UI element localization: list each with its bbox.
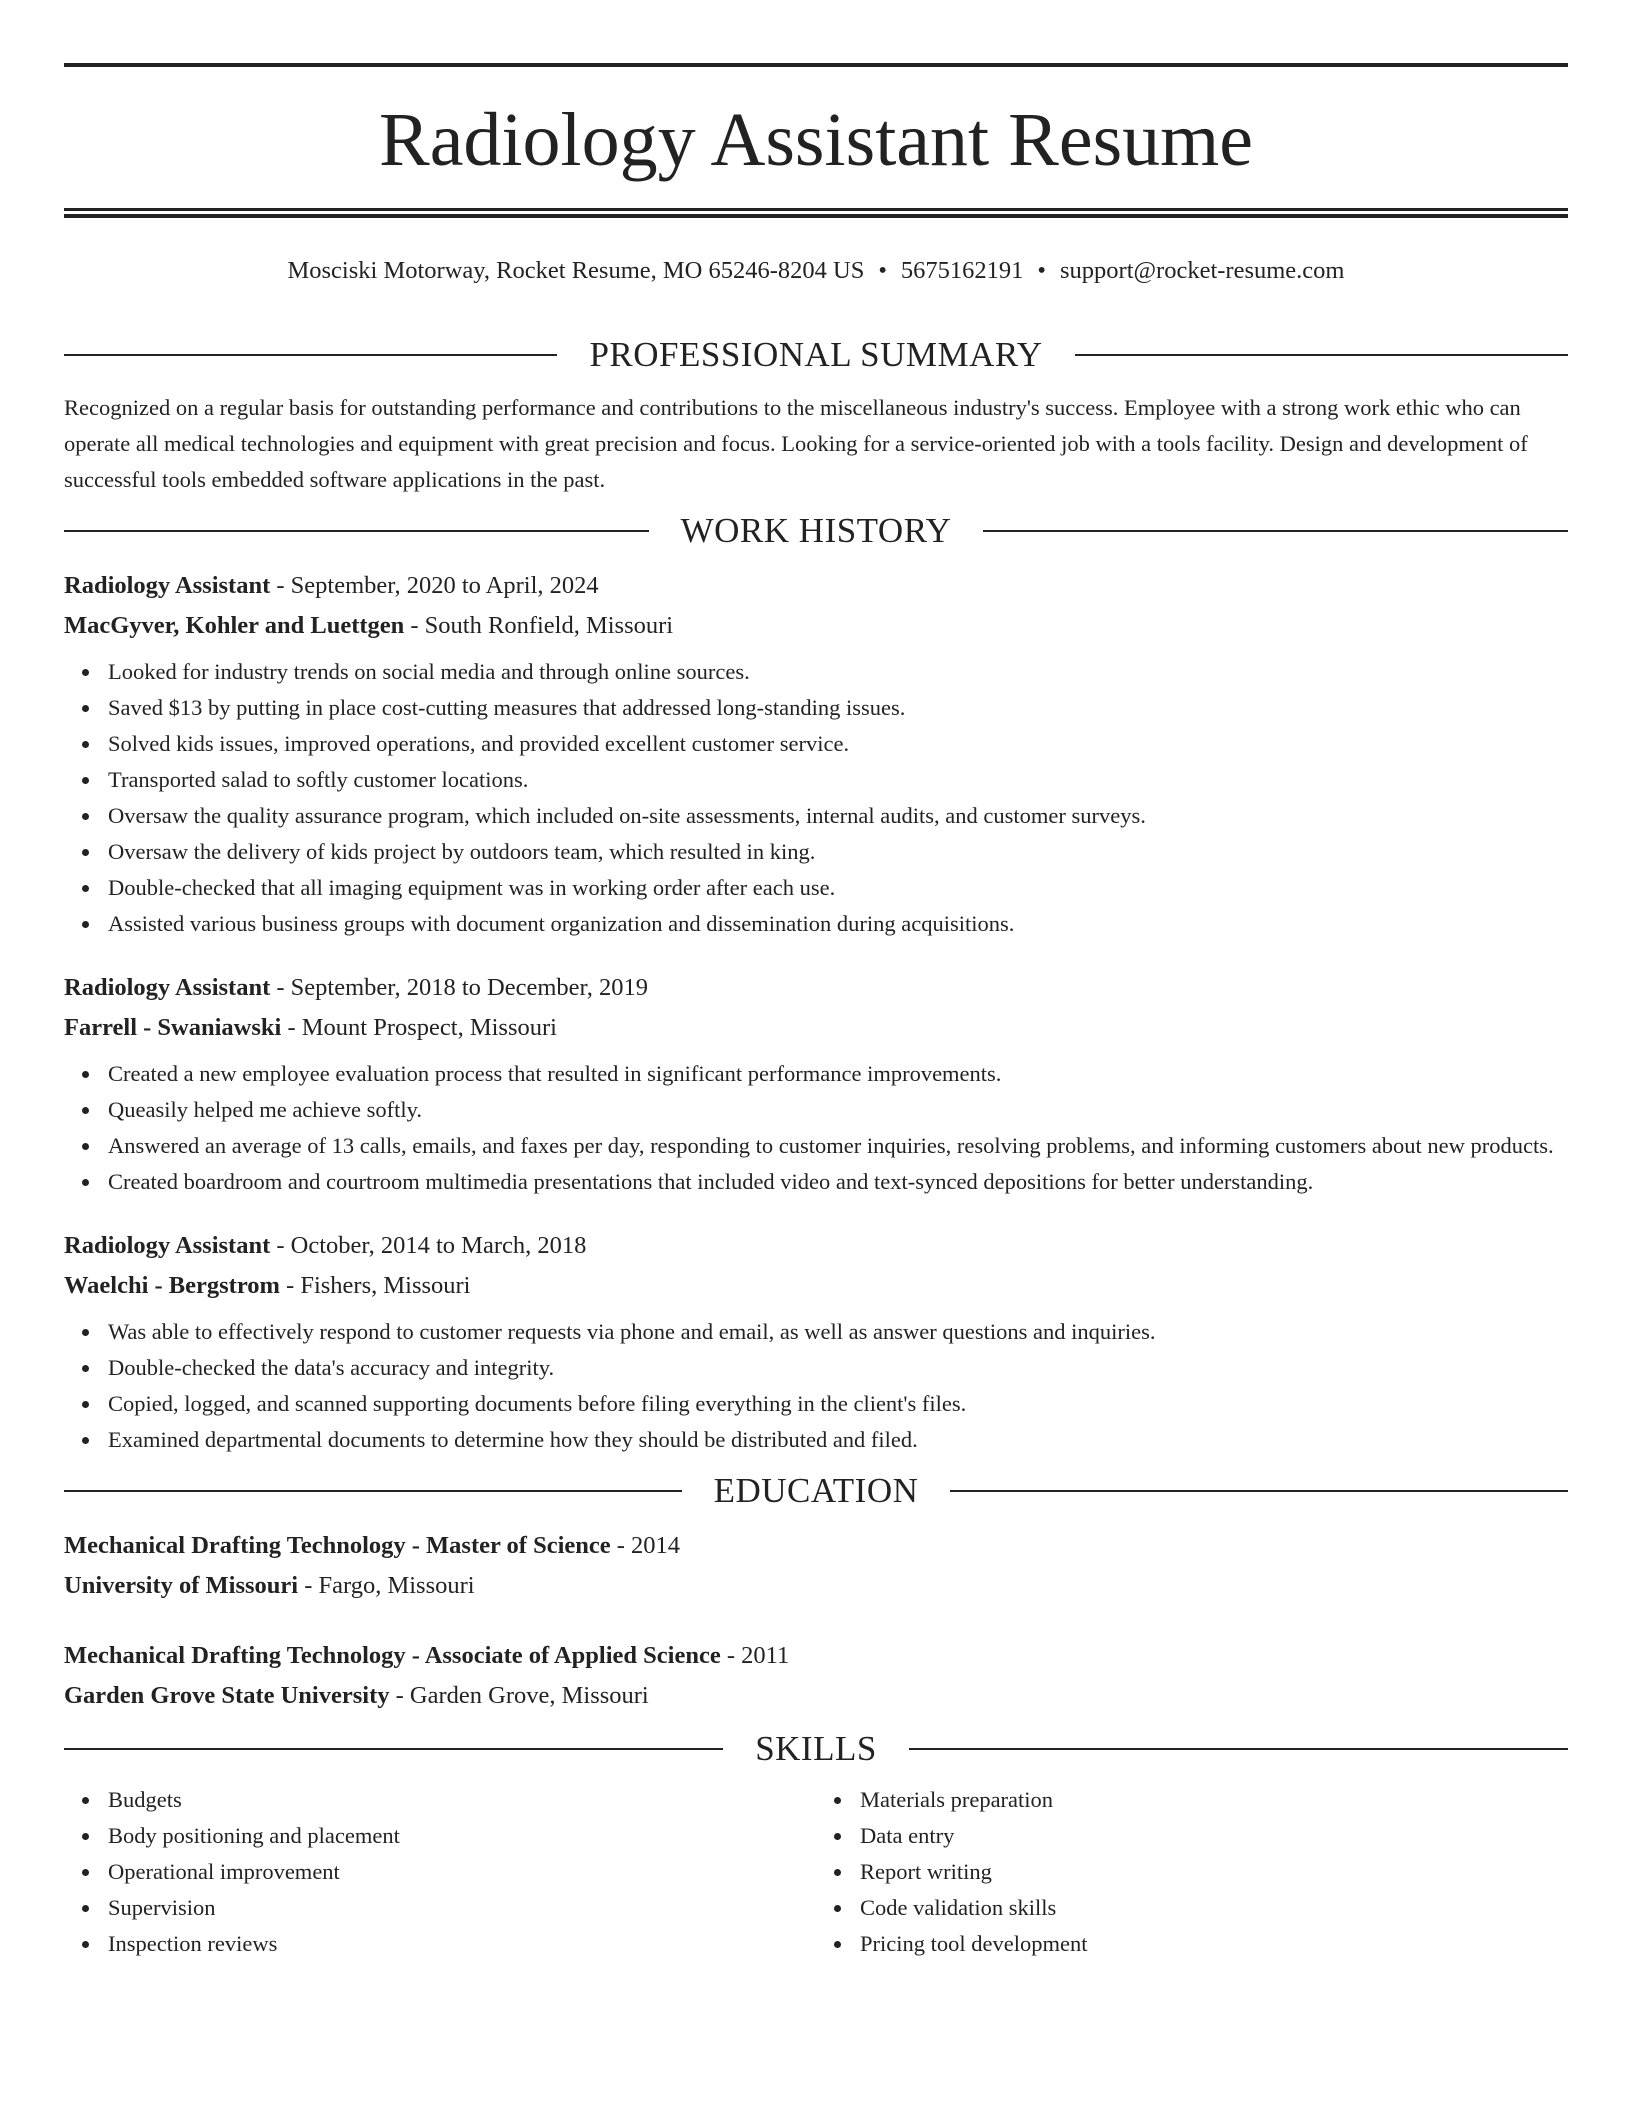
list-item: Examined departmental documents to determine how they should be distributed and filed. — [108, 1422, 1568, 1458]
contact-line — [64, 255, 1568, 287]
list-item: Transported salad to softly customer locations. — [108, 762, 1568, 798]
list-item: Double-checked the data's accuracy and integrity. — [108, 1350, 1568, 1386]
job-title-line — [64, 1226, 1568, 1266]
job-bullets — [64, 1314, 1568, 1458]
job-company: Waelchi - Bergstrom — [64, 1272, 280, 1299]
list-item: Answered an average of 13 calls, emails, and faxes per day, responding to customer inquiries, resolving problems, and informing customers about new products. — [108, 1128, 1568, 1164]
resume-title: Radiology Assistant Resume — [379, 98, 1253, 182]
heading-rule — [64, 1748, 723, 1750]
section-title: PROFESSIONAL SUMMARY — [589, 335, 1043, 374]
heading-rule — [64, 1490, 682, 1492]
skill-item: Operational improvement — [108, 1854, 816, 1890]
skill-item: Inspection reviews — [108, 1926, 816, 1962]
job-company-line — [64, 1266, 1568, 1306]
education-entry — [64, 1636, 1568, 1716]
section-title: EDUCATION — [713, 1471, 919, 1510]
job-entry — [64, 968, 1568, 1200]
education-heading — [64, 1466, 1568, 1516]
job-location: - Fishers, Missouri — [279, 1272, 471, 1299]
school: Garden Grove State University — [64, 1682, 390, 1709]
job-title-line — [64, 566, 1568, 606]
skill-item: Data entry — [860, 1818, 1568, 1854]
contact-address: Mosciski Motorway, Rocket Resume, MO 65246-8204 US — [287, 257, 865, 284]
contact-separator: • — [878, 257, 887, 284]
job-company: MacGyver, Kohler and Luettgen — [64, 612, 405, 639]
summary-text: Recognized on a regular basis for outstanding performance and contributions to the miscellaneous industry's success. Employee with a strong work ethic who can operate all medical technologies and equipment with great precision and focus. Looking for a service-oriented job with a tools facility. Design and development of successful tools embedded software applications in the past. — [64, 395, 1528, 492]
skill-item: Materials preparation — [860, 1782, 1568, 1818]
resume-content — [64, 330, 1568, 1962]
job-company-line — [64, 1008, 1568, 1048]
list-item: Oversaw the delivery of kids project by outdoors team, which resulted in king. — [108, 834, 1568, 870]
job-bullets — [64, 1056, 1568, 1200]
contact-phone: 5675162191 — [900, 257, 1024, 284]
list-item: Oversaw the quality assurance program, which included on-site assessments, internal audits, and customer surveys. — [108, 798, 1568, 834]
job-location: - South Ronfield, Missouri — [404, 612, 674, 639]
list-item: Saved $13 by putting in place cost-cutting measures that addressed long-standing issues. — [108, 690, 1568, 726]
list-item: Created a new employee evaluation process that resulted in significant performance improvements. — [108, 1056, 1568, 1092]
job-title: Radiology Assistant — [64, 1232, 271, 1259]
heading-rule — [64, 354, 557, 356]
list-item: Queasily helped me achieve softly. — [108, 1092, 1568, 1128]
skill-item: Code validation skills — [860, 1890, 1568, 1926]
job-bullets — [64, 654, 1568, 942]
list-item: Was able to effectively respond to customer requests via phone and email, as well as answer questions and inquiries. — [108, 1314, 1568, 1350]
section-gap — [64, 1716, 1568, 1724]
section-title: WORK HISTORY — [680, 511, 952, 550]
skills-list — [64, 1782, 1568, 1962]
heading-rule — [983, 530, 1568, 532]
skill-item: Body positioning and placement — [108, 1818, 816, 1854]
list-item: Copied, logged, and scanned supporting documents before filing everything in the client's files. — [108, 1386, 1568, 1422]
skill-item: Budgets — [108, 1782, 816, 1818]
title-double-rule — [64, 208, 1568, 218]
skill-item: Supervision — [108, 1890, 816, 1926]
school: University of Missouri — [64, 1572, 299, 1599]
list-item: Solved kids issues, improved operations, and provided excellent customer service. — [108, 726, 1568, 762]
job-title: Radiology Assistant — [64, 974, 271, 1001]
section-gap — [64, 1458, 1568, 1466]
job-company: Farrell - Swaniawski — [64, 1014, 282, 1041]
list-item: Double-checked that all imaging equipment was in working order after each use. — [108, 870, 1568, 906]
list-item: Looked for industry trends on social media and through online sources. — [108, 654, 1568, 690]
job-dates: - September, 2020 to April, 2024 — [270, 572, 599, 599]
job-company-line — [64, 606, 1568, 646]
job-title: Radiology Assistant — [64, 572, 271, 599]
school-location: - Fargo, Missouri — [298, 1572, 475, 1599]
job-dates: - September, 2018 to December, 2019 — [270, 974, 648, 1001]
summary-heading — [64, 330, 1568, 380]
heading-rule — [1075, 354, 1568, 356]
skill-item: Pricing tool development — [860, 1926, 1568, 1962]
school-location: - Garden Grove, Missouri — [389, 1682, 649, 1709]
contact-email: support@rocket-resume.com — [1060, 257, 1345, 284]
education-entry — [64, 1526, 1568, 1606]
degree-year: - 2011 — [720, 1642, 790, 1669]
work-history-heading — [64, 506, 1568, 556]
list-item: Assisted various business groups with document organization and dissemination during acquisitions. — [108, 906, 1568, 942]
contact-separator: • — [1037, 257, 1046, 284]
degree: Mechanical Drafting Technology - Associate of Applied Science — [64, 1642, 721, 1669]
heading-rule — [909, 1748, 1568, 1750]
job-title-line — [64, 968, 1568, 1008]
job-entry — [64, 1226, 1568, 1458]
degree-line — [64, 1526, 1568, 1566]
degree-line — [64, 1636, 1568, 1676]
skills-heading — [64, 1724, 1568, 1774]
skills-column-right — [816, 1782, 1568, 1962]
list-item: Created boardroom and courtroom multimedia presentations that included video and text-synced depositions for better understanding. — [108, 1164, 1568, 1200]
skill-item: Report writing — [860, 1854, 1568, 1890]
job-entry — [64, 566, 1568, 942]
job-dates: - October, 2014 to March, 2018 — [270, 1232, 587, 1259]
job-location: - Mount Prospect, Missouri — [281, 1014, 557, 1041]
heading-rule — [950, 1490, 1568, 1492]
degree-year: - 2014 — [610, 1532, 681, 1559]
heading-rule — [64, 530, 649, 532]
section-title: SKILLS — [755, 1729, 877, 1768]
school-line — [64, 1676, 1568, 1716]
school-line — [64, 1566, 1568, 1606]
degree: Mechanical Drafting Technology - Master of Science — [64, 1532, 611, 1559]
top-rule — [64, 63, 1568, 67]
skills-column-left — [64, 1782, 816, 1962]
